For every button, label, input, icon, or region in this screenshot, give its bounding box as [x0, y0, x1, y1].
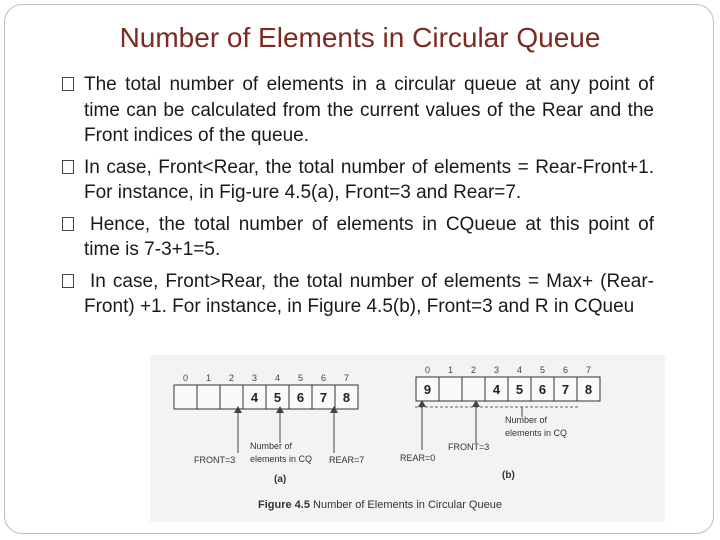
queue-a-front-label: FRONT=3	[194, 455, 236, 465]
queue-cell-value: 4	[250, 390, 259, 405]
bullet-text: In case, Front<Rear, the total number of elements = Rear-Front+1. For instance, in Fig-ure 4.5(a), Front=3 and Rear=7.	[84, 156, 654, 203]
queue-cell	[174, 385, 197, 409]
bullet-box-icon	[62, 160, 74, 174]
queue-cell-value: 5	[273, 390, 282, 405]
queue-cell-value: 7	[561, 382, 570, 397]
queue-a-count-label-2: elements in CQ	[250, 454, 313, 464]
queue-cell-value: 9	[423, 382, 432, 397]
bullet-box-icon	[62, 217, 74, 231]
queue-cell-value: 8	[584, 382, 593, 397]
queue-index-label: 1	[447, 365, 454, 375]
queue-index-label: 7	[343, 373, 350, 383]
queue-a-rear-label: REAR=7	[329, 455, 365, 465]
queue-cell	[462, 377, 485, 401]
bullet-item	[62, 155, 654, 206]
queue-b-cells	[416, 377, 600, 401]
bullet-item	[62, 72, 654, 149]
queue-b-count-label-2: elements in CQ	[505, 428, 568, 438]
bullet-item	[62, 269, 654, 320]
queue-index-label: 4	[516, 365, 523, 375]
slide-title: Number of Elements in Circular Queue	[119, 22, 601, 53]
bullet-text: The total number of elements in a circular queue at any point of time can be calculated from the current values of the Rear and the Front indices of the queue.	[84, 74, 654, 146]
queue-cell	[197, 385, 220, 409]
queue-index-label: 0	[424, 365, 431, 375]
queue-b-indices	[425, 365, 591, 375]
queue-index-label: 7	[585, 365, 592, 375]
bullet-box-icon	[62, 77, 74, 91]
queue-cell-value: 7	[319, 390, 328, 405]
queue-a-cells	[174, 385, 358, 409]
queue-cell-value: 5	[515, 382, 524, 397]
queue-index-label: 3	[251, 373, 258, 383]
queue-a-count-label-1: Number of	[250, 441, 293, 451]
figure-caption-label: Figure 4.5	[258, 499, 310, 511]
queue-cell-value: 4	[492, 382, 501, 397]
queue-b-front-label: FRONT=3	[448, 442, 490, 452]
queue-b-count-label-1: Number of	[505, 415, 548, 425]
queue-cell	[439, 377, 462, 401]
queue-index-label: 6	[320, 373, 327, 383]
queue-b-sublabel: (b)	[502, 470, 515, 481]
figure-svg	[150, 355, 665, 522]
bullet-list	[62, 72, 654, 326]
queue-index-label: 1	[205, 373, 212, 383]
bullet-text: In case, Front>Rear, the total number of elements = Max+ (Rear-Front) +1. For instance, in Figure 4.5(b), Front=3 and R in CQueu	[84, 270, 654, 317]
bullet-box-icon	[62, 274, 74, 288]
queue-index-label: 5	[297, 373, 304, 383]
queue-index-label: 2	[470, 365, 477, 375]
queue-index-label: 5	[539, 365, 546, 375]
queue-index-label: 0	[182, 373, 189, 383]
queue-b-rear-label: REAR=0	[400, 453, 436, 463]
figure-caption-text: Number of Elements in Circular Queue	[309, 499, 502, 511]
queue-cell-value: 6	[538, 382, 547, 397]
bullet-item	[62, 212, 654, 263]
queue-index-label: 6	[562, 365, 569, 375]
queue-cell-value: 6	[296, 390, 305, 405]
queue-index-label: 4	[274, 373, 281, 383]
queue-cell	[220, 385, 243, 409]
queue-a-sublabel: (a)	[274, 474, 287, 485]
queue-index-label: 3	[493, 365, 500, 375]
queue-a-indices	[183, 373, 349, 383]
figure-caption	[258, 499, 502, 511]
queue-cell-value: 8	[342, 390, 351, 405]
queue-index-label: 2	[228, 373, 235, 383]
bullet-text: Hence, the total number of elements in CQueue at this point of time is 7-3+1=5.	[84, 213, 654, 260]
figure-circular-queue	[150, 355, 665, 522]
